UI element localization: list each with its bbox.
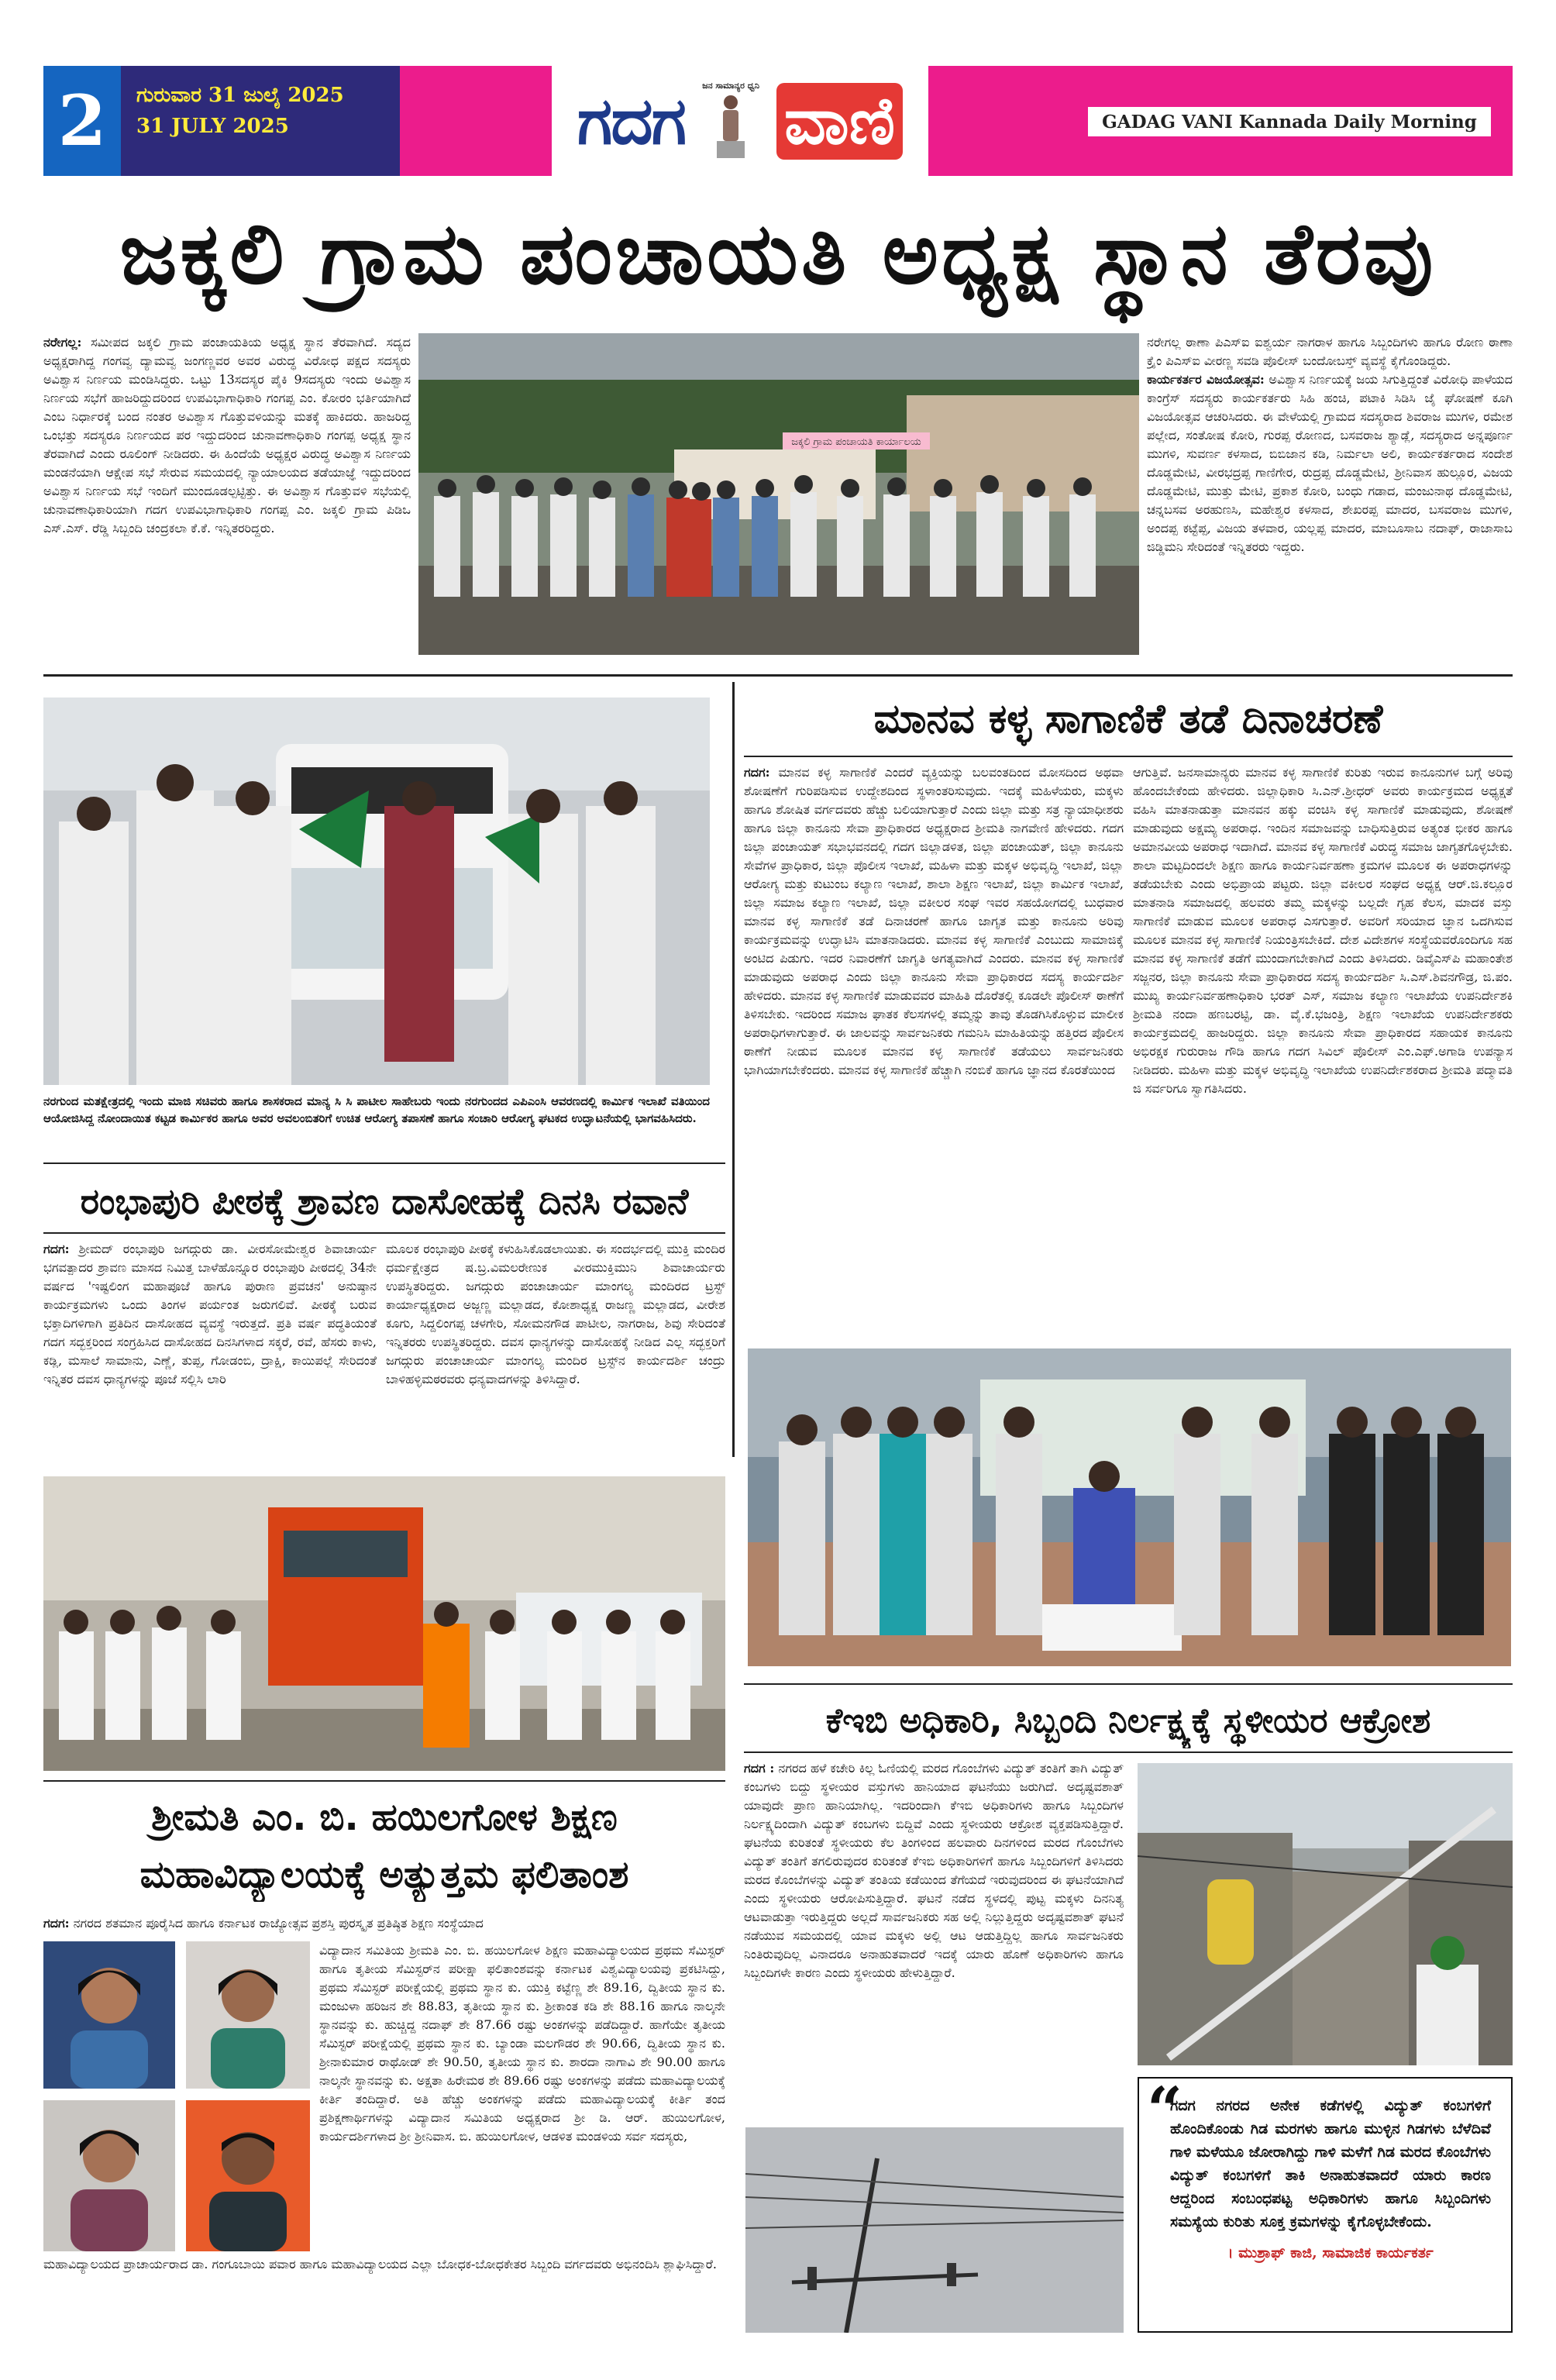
truck-photo-art — [43, 1476, 725, 1771]
paper-name: GADAG VANI Kannada Daily Morning — [1088, 107, 1491, 136]
student-photo-4 — [186, 2100, 310, 2251]
quote-box — [1138, 2073, 1513, 2333]
date-english: 31 JULY 2025 — [136, 115, 289, 138]
logo-tagline: ಜನ ಸಾಮಾನ್ಯರ ಧ್ವನಿ — [702, 81, 759, 91]
divider — [744, 756, 1513, 757]
story1-body-left: ಸಮೀಪದ ಜಕ್ಕಲಿ ಗ್ರಾಮ ಪಂಚಾಯತಿಯ ಅಧ್ಯಕ್ಷ ಸ್ಥಾನ ತೆರವಾಗಿದೆ. ಸದ್ಯದ ಅಧ್ಯಕ್ಷರಾಗಿದ್ದ ಗಂಗವ್ವ ದ್ಯಾಮವ್ವ ಜಂಗಣ್ಣವರ ಅವರ ವಿರುದ್ಧ ವಿರೋಧ ಪಕ್ಷದ ಸದಸ್ಯರು ಅವಿಶ್ವಾಸ ನಿರ್ಣಯ ಮಂಡಿಸಿದ್ದರು. ಒಟ್ಟು 13ಸದಸ್ಯರ ಪೈಕಿ 9ಸದಸ್ಯರು ಇಂದು ಅವಿಶ್ವಾಸ ನಿರ್ಣಯ ಸಭೆಗೆ ಹಾಜರಿದ್ದುದರಿಂದ ಉಪವಿಭಾಗಾಧಿಕಾರಿ ಗಂಗಪ್ಪ ಎಂ. ಕೋರಂ ಭರ್ತಿಯಾಗಿದೆ ಎಂಬ ನಿರ್ಧಾರಕ್ಕೆ ಬಂದ ನಂತರ ಅವಿಶ್ವಾಸ ಗೊತ್ತುವಳಿಯನ್ನು ಮತಕ್ಕೆ ಹಾಕಿದರು. ಹಾಜರಿದ್ದ ಒಂಭತ್ತು ಸದಸ್ಯರೂ ನಿರ್ಣಯದ ಪರ ಇದ್ದುದರಿಂದ ಚುನಾವಣಾಧಿಕಾರಿ ಗಂಗಪ್ಪ ಅಧ್ಯಕ್ಷ ಸ್ಥಾನ ತೆರವಾಗಿದೆ ಎಂದು ರೂಲಿಂಗ್ ನೀಡಿದರು. ಈ ಹಿಂದೆಯೆ ಅಧ್ಯಕ್ಷರ ವಿರುದ್ಧ ಅವಿಶ್ವಾಸ ನಿರ್ಣಯ ಮಂಡನೆಯಾಗಿ ಆಕ್ಷೇಪ ಸಭೆ ಸೇರುವ ಸಮಯದಲ್ಲಿ ನ್ಯಾಯಾಲಯದ ತಡೆಯಾಜ್ಞೆ ಇದ್ದುದರಿಂದ ಅವಿಶ್ವಾಸ ನಿರ್ಣಯ ಸಭೆ ಇಂದಿಗೆ ಮುಂದೂಡಲ್ಪಟ್ಟಿತ್ತು. ಈ ಅವಿಶ್ವಾಸ ಗೊತ್ತುವಳಿ ಸಭೆಯಲ್ಲಿ ಚುನಾವಣಾಧಿಕಾರಿಯಾಗಿ ಗದಗ ಉಪವಿಭಾಗಾಧಿಕಾರಿ ಗಂಗಪ್ಪ ಎಂ. ಜಕ್ಕಲಿ ಗ್ರಾಮ ಪಿಡಿಒ ಎಸ್.ಎಸ್. ರೆಡ್ಡಿ ಸಿಬ್ಬಂದಿ ಚಂದ್ರಕಲಾ ಕೆ.ಕೆ. ಇನ್ನಿತರರಿದ್ದರು. — [43, 335, 411, 536]
panchayat-banner-text: ಜಕ್ಕಲಿ ಗ್ರಾಮ ಪಂಚಾಯತಿ ಕಾರ್ಯಾಲಯ — [791, 436, 921, 448]
page-number: 2 — [43, 66, 121, 176]
divider — [744, 1683, 1513, 1685]
event-dais-photo — [748, 1348, 1511, 1666]
divider — [43, 674, 1513, 677]
photo2-caption: ನರಗುಂದ ಮತಕ್ಷೇತ್ರದಲ್ಲಿ ಇಂದು ಮಾಜಿ ಸಚಿವರು ಹಾಗೂ ಶಾಸಕರಾದ ಮಾನ್ಯ ಸಿ ಸಿ ಪಾಟೀಲ ಸಾಹೇಬರು ಇಂದು ನರಗುಂದದ ಎಪಿಎಂಸಿ ಆವರಣದಲ್ಲಿ ಕಾರ್ಮಿಕ ಇಲಾಖೆ ವತಿಯಿಂದ ಆಯೋಜಿಸಿದ್ದ ನೋಂದಾಯಿತ ಕಟ್ಟಡ ಕಾರ್ಮಿಕರ ಹಾಗೂ ಅವರ ಅವಲಂಬಿತರಿಗೆ ಉಚಿತ ಆರೋಗ್ಯ ತಪಾಸಣೆ ಹಾಗೂ ಸಂಚಾರಿ ಆರೋಗ್ಯ ಘಟಕದ ಉದ್ಘಾಟನೆಯಲ್ಲಿ ಭಾಗವಹಿಸಿದರು. — [43, 1093, 710, 1155]
panchayat-group-photo — [418, 333, 1139, 655]
divider — [43, 1232, 725, 1234]
student-photo-1 — [43, 1941, 175, 2089]
logo-emblem — [696, 81, 766, 161]
story4-headline-line2: ಮಹಾವಿದ್ಯಾಲಯಕ್ಕೆ ಅತ್ಯುತ್ತಮ ಫಲಿತಾಂಶ — [139, 1853, 629, 1896]
statue-icon — [707, 91, 754, 161]
power-line-photo — [745, 2127, 1124, 2333]
main-headline: ಜಕ್ಕಲಿ ಗ್ರಾಮ ಪಂಚಾಯತಿ ಅಧ್ಯಕ್ಷ ಸ್ಥಾನ ತೆರವು — [119, 204, 1437, 303]
story3-body-1: ಶ್ರೀಮದ್ ರಂಭಾಪುರಿ ಜಗದ್ಗುರು ಡಾ. ವೀರಸೋಮೇಶ್ವರ ಶಿವಾಚಾರ್ಯ ಭಗವತ್ಪಾದರ ಶ್ರಾವಣ ಮಾಸದ ನಿಮಿತ್ತ ಬಾಳೆಹೊನ್ನೂರ ರಂಭಾಪುರಿ ಪೀಠದಲ್ಲಿ 34ನೇ ವರ್ಷದ 'ಇಷ್ಟಲಿಂಗ ಮಹಾಪೂಜೆ ಹಾಗೂ ಪುರಾಣ ಪ್ರವಚನ' ಅನುಷ್ಠಾನ ಕಾರ್ಯಕ್ರಮಗಳು ಒಂದು ತಿಂಗಳ ಪರ್ಯಂತ ಜರುಗಲಿವೆ. ಪೀಠಕ್ಕೆ ಬರುವ ಭಕ್ತಾದಿಗಳಿಗಾಗಿ ಪ್ರತಿದಿನ ದಾಸೋಹದ ವ್ಯವಸ್ಥೆ ಇರುತ್ತದೆ. ಪ್ರತಿ ವರ್ಷ ಪದ್ಧತಿಯಂತೆ ಗದಗ ಸದ್ಭಕ್ತರಿಂದ ಸಂಗ್ರಹಿಸಿದ ದಾಸೋಹದ ದಿನಸಿಗಳಾದ ಸಕ್ಕರೆ, ರವೆ, ಹೆಸರು ಕಾಳು, ಕಡ್ಲಿ, ಮಸಾಲೆ ಸಾಮಾನು, ಎಣ್ಣೆ, ತುಪ್ಪ, ಗೋಡಂಬಿ, ದ್ರಾಕ್ಷಿ, ಕಾಯಿಪಲ್ಲೆ ಸೇರಿದಂತೆ ಇನ್ನಿತರ ದವಸ ಧಾನ್ಯಗಳನ್ನು ಪೂಜೆ ಸಲ್ಲಿಸಿ ಲಾರಿ — [43, 1242, 377, 1386]
story5-headline: ಕೆಇಬಿ ಅಧಿಕಾರಿ, ಸಿಬ್ಬಂದಿ ನಿರ್ಲಕ್ಷ್ಯಕ್ಕೆ ಸ್ಥಳೀಯರ ಆಕ್ರೋಶ — [825, 1701, 1431, 1741]
story1-dateline: ನರೇಗಲ್ಲ: — [43, 335, 82, 350]
story3-col2: ಮೂಲಕ ರಂಭಾಪುರಿ ಪೀಠಕ್ಕೆ ಕಳುಹಿಸಿಕೊಡಲಾಯಿತು. ಈ ಸಂದರ್ಭದಲ್ಲಿ ಮುಕ್ತಿ ಮಂದಿರ ಧರ್ಮಕ್ಷೇತ್ರದ ಷ.ಬ್ರ.ವಿಮಲರೇಣುಕ ವೀರಮುಕ್ತಿಮುನಿ ಶಿವಾಚಾರ್ಯರು ಉಪಸ್ಥಿತರಿದ್ದರು. ಜಗದ್ಗುರು ಪಂಚಾಚಾರ್ಯ ಮಾಂಗಲ್ಯ ಮಂದಿರದ ಟ್ರಸ್ಟ್ ಕಾರ್ಯಾಧ್ಯಕ್ಷರಾದ ಅಜ್ಜಣ್ಣ ಮಲ್ಲಾಡದ, ಕೋಶಾಧ್ಯಕ್ಷ ರಾಜಣ್ಣ ಮಲ್ಲಾಡದ, ವೀರೇಶ ಕೂಗು, ಸಿದ್ದಲಿಂಗಪ್ಪ ಚಳಗೇರಿ, ಸೋಮನಗೌಡ ಪಾಟೀಲ, ನಾಗರಾಜ, ಶಿವು ಸೇರಿದಂತೆ ಇನ್ನಿತರರು ಉಪಸ್ಥಿತರಿದ್ದರು. ದವಸ ಧಾನ್ಯಗಳನ್ನು ದಾಸೋಹಕ್ಕೆ ನೀಡಿದ ಎಲ್ಲ ಸದ್ಭಕ್ತರಿಗೆ ಜಗದ್ಗುರು ಪಂಚಾಚಾರ್ಯ ಮಾಂಗಲ್ಯ ಮಂದಿರ ಟ್ರಸ್ಟ್‌ನ ಕಾರ್ಯದರ್ಶಿ ಚಂದ್ರು ಬಾಳಿಹಳ್ಳಿಮಠರವರು ಧನ್ಯವಾದಗಳನ್ನು ತಿಳಿಸಿದ್ದಾರೆ. — [386, 1242, 725, 1386]
divider — [43, 1162, 725, 1164]
truck-photo — [43, 1476, 725, 1771]
story4-body-top: ನಗರದ ಶತಮಾನ ಪೂರೈಸಿದ ಹಾಗೂ ಕರ್ನಾಟಕ ರಾಜ್ಯೋತ್ಸವ ಪ್ರಶಸ್ತಿ ಪುರಸ್ಕೃತ ಪ್ರತಿಷ್ಠಿತ ಶಿಕ್ಷಣ ಸಂಸ್ಥೆಯಾದ — [73, 1916, 484, 1931]
student-photo-2 — [186, 1941, 310, 2089]
story5-dateline: ಗದಗ : — [744, 1761, 775, 1776]
newspaper-logo — [552, 66, 928, 176]
quote-text: ಗದಗ ನಗರದ ಅನೇಕ ಕಡೆಗಳಲ್ಲಿ ವಿದ್ಯುತ್ ಕಂಬಗಳಿಗೆ ಹೊಂದಿಕೊಂಡು ಗಿಡ ಮರಗಳು ಹಾಗೂ ಮುಳ್ಳಿನ ಗಿಡಗಳು ಬೆಳೆದಿವೆ ಗಾಳಿ ಮಳೆಯೂ ಜೋರಾಗಿದ್ದು ಗಾಳಿ ಮಳೆಗೆ ಗಿಡ ಮರದ ಕೊಂಬೆಗಳು ವಿದ್ಯುತ್ ಕಂಬಗಳಿಗೆ ತಾಕಿ ಅನಾಹುತವಾದರೆ ಯಾರು ಕಾರಣ ಆದ್ದರಿಂದ ಸಂಬಂಧಪಟ್ಟ ಅಧಿಕಾರಿಗಳು ಹಾಗೂ ಸಿಬ್ಬಂದಿಗಳು ಸಮಸ್ಯೆಯ ಕುರಿತು ಸೂಕ್ತ ಕ್ರಮಗಳನ್ನು ಕೈಗೊಳ್ಳಬೇಕೆಂದು. — [1170, 2097, 1491, 2230]
story2-dateline: ಗದಗ: — [744, 765, 770, 780]
story1-left-text — [43, 333, 411, 660]
story2-col2: ಆಗುತ್ತಿವೆ. ಜನಸಾಮಾನ್ಯರು ಮಾನವ ಕಳ್ಳ ಸಾಗಾಣಿಕೆ ಕುರಿತು ಇರುವ ಕಾನೂನುಗಳ ಬಗ್ಗೆ ಅರಿವು ಹೊಂದಬೇಕೆಂದು ಹೇಳಿದರು. ಜಿಲ್ಲಾಧಿಕಾರಿ ಸಿ.ಎನ್.ಶ್ರೀಧರ್ ಅವರು ಕಾರ್ಯಕ್ರಮದ ಅಧ್ಯಕ್ಷತೆ ವಹಿಸಿ ಮಾತನಾಡುತ್ತಾ ಮಾನವನ ಹಕ್ಕು ವಂಚಿಸಿ ಕಳ್ಳ ಸಾಗಾಣಿಕೆ ಮಾಡುವುದು, ಶೋಷಣೆ ಮಾಡುವುದು ಅಕ್ಷಮ್ಯ ಅಪರಾಧ. ಇಂದಿನ ಸಮಾಜವನ್ನು ಬಾಧಿಸುತ್ತಿರುವ ಅತ್ಯಂತ ಭೀಕರ ಹಾಗೂ ಅಮಾನವೀಯ ಅಪರಾಧ ಇದಾಗಿದೆ. ಮಾನವ ಕಳ್ಳ ಸಾಗಾಣಿಕೆ ವಿರುದ್ಧ ಸಮಾಜ ಜಾಗೃತಗೊಳ್ಳಬೇಕು. ಶಾಲಾ ಮಟ್ಟದಿಂದಲೇ ಶಿಕ್ಷಣ ಹಾಗೂ ಕಾರ್ಯನಿರ್ವಹಣಾ ಕ್ರಮಗಳ ಮೂಲಕ ಈ ಅಪರಾಧಗಳನ್ನು ತಡೆಯಬೇಕು ಎಂದು ಅಭಿಪ್ರಾಯ ಪಟ್ಟರು. ಜಿಲ್ಲಾ ವಕೀಲರ ಸಂಘದ ಅಧ್ಯಕ್ಷ ಆರ್.ಜಿ.ಕಲ್ಲೂರ ಮಾತನಾಡಿ ಸಮಾಜದಲ್ಲಿ ಹಲವರು ತಮ್ಮ ಮಕ್ಕಳನ್ನು ಬಲ್ಲದೇ ಗೃಹ ಕೆಲಸ, ಮಾದಕ ವಸ್ತು ಸಾಗಾಣಿಕೆ ಮಾಡುವ ಮೂಲಕ ಅಪರಾಧ ಎಸಗುತ್ತಾರೆ. ಅವರಿಗೆ ಸರಿಯಾದ ಜ್ಞಾನ ಒದಗಿಸುವ ಮೂಲಕ ಮಾನವ ಕಳ್ಳ ಸಾಗಾಣಿಕೆ ನಿಯಂತ್ರಿಸಬೇಕಿದೆ. ದೇಶ ವಿದೇಶಗಳ ಸಂಸ್ಥೆಯವರೊಂದಿಗೂ ಸಹ ಮಾನವ ಕಳ್ಳ ಸಾಗಾಣಿಕೆ ತಡೆಗೆ ಮುಂದಾಗಬೇಕಾಗಿದೆ ಎಂದು ತಿಳಿಸಿದರು. ಡಿವೈಎಸ್‌ಪಿ ಮಹಾಂತೇಶ ಸಜ್ಜನರ, ಜಿಲ್ಲಾ ಕಾನೂನು ಸೇವಾ ಪ್ರಾಧಿಕಾರದ ಸದಸ್ಯ ಕಾರ್ಯದರ್ಶಿ ಸಿ.ಎಸ್.ಶಿವನಗೌಡ್ರ, ಜಿ.ಪಂ. ಮುಖ್ಯ ಕಾರ್ಯನಿರ್ವಹಣಾಧಿಕಾರಿ ಭರತ್ ಎಸ್, ಸಮಾಜ ಕಲ್ಯಾಣ ಇಲಾಖೆಯ ಉಪನಿರ್ದೇಶಕಿ ಶ್ರೀಮತಿ ನಂದಾ ಹಣಬರಟ್ಟಿ, ಡಾ. ವೈ.ಕೆ.ಭಜಂತ್ರಿ, ಶಿಕ್ಷಣ ಇಲಾಖೆಯ ಉಪನಿರ್ದೇಶಕರು ಕಾರ್ಯಕ್ರಮದಲ್ಲಿ ಹಾಜರಿದ್ದರು. ಜಿಲ್ಲಾ ಕಾನೂನು ಸೇವಾ ಪ್ರಾಧಿಕಾರದ ಸಹಾಯಕ ಕಾನೂನು ಅಭಿರಕ್ಷಕ ಗುರುರಾಜ ಗೌಡಿ ಹಾಗೂ ಗದಗ ಸಿವಿಲ್ ಪೊಲೀಸ್ ಎಂ.ಎಫ್.ಅಗಾಡಿ ಉಪನ್ಯಾಸ ನೀಡಿದರು. ಮಹಿಳಾ ಮತ್ತು ಮಕ್ಕಳ ಅಭಿವೃದ್ಧಿ ಇಲಾಖೆಯ ಉಪನಿರ್ದೇಶಕರಾದ ಶ್ರೀಮತಿ ಪದ್ಮಾವತಿ ಜಿ ಸರ್ವರಿಗೂ ಸ್ವಾಗತಿಸಿದರು. — [1133, 765, 1513, 1096]
student-photo-3 — [43, 2100, 175, 2251]
story2-body-1: ಮಾನವ ಕಳ್ಳ ಸಾಗಾಣಿಕೆ ಎಂದರೆ ವ್ಯಕ್ತಿಯನ್ನು ಬಲವಂತದಿಂದ ಮೋಸದಿಂದ ಅಥವಾ ಶೋಷಣೆಗೆ ಗುರಿಪಡಿಸುವ ಉದ್ದೇಶದಿಂದ ಸ್ಥಳಾಂತರಿಸುವುದು. ಇದಕ್ಕೆ ಮಹಿಳೆಯರು, ಮಕ್ಕಳು ಹಾಗೂ ಶೋಷಿತ ವರ್ಗದವರು ಹೆಚ್ಚು ಬಲಿಯಾಗುತ್ತಾರೆ ಎಂದು ಜಿಲ್ಲಾ ಮತ್ತು ಸತ್ರ ನ್ಯಾಯಾಧೀಶರು ಹಾಗೂ ಜಿಲ್ಲಾ ಕಾನೂನು ಸೇವಾ ಪ್ರಾಧಿಕಾರದ ಅಧ್ಯಕ್ಷರಾದ ಶ್ರೀಮತಿ ನಾಗವೇಣಿ ಹೇಳಿದರು. ಗದಗ ಜಿಲ್ಲಾ ಪಂಚಾಯತ್ ಸಭಾಭವನದಲ್ಲಿ ಗದಗ ಜಿಲ್ಲಾಡಳಿತ, ಜಿಲ್ಲಾ ಪಂಚಾಯತ್, ಜಿಲ್ಲಾ ಕಾನೂನು ಸೇವೆಗಳ ಪ್ರಾಧಿಕಾರ, ಜಿಲ್ಲಾ ಪೊಲೀಸ ಇಲಾಖೆ, ಮಹಿಳಾ ಮತ್ತು ಮಕ್ಕಳ ಅಭಿವೃದ್ಧಿ ಇಲಾಖೆ, ಜಿಲ್ಲಾ ಆರೋಗ್ಯ ಮತ್ತು ಕುಟುಂಬ ಕಲ್ಯಾಣ ಇಲಾಖೆ, ಶಾಲಾ ಶಿಕ್ಷಣ ಇಲಾಖೆ, ಜಿಲ್ಲಾ ಕಾರ್ಮಿಕ ಇಲಾಖೆ, ಜಿಲ್ಲಾ ಸಮಾಜ ಕಲ್ಯಾಣ ಇಲಾಖೆ, ಜಿಲ್ಲಾ ವಕೀಲರ ಸಂಘ ಇವರ ಸಹಯೋಗದಲ್ಲಿ ಬುಧವಾರ ಮಾನವ ಕಳ್ಳ ಸಾಗಾಣಿಕೆ ತಡೆ ದಿನಾಚರಣೆ ಹಾಗೂ ಜಾಗೃತ ಮತ್ತು ಕಾನೂನು ಅರಿವು ಕಾರ್ಯಕ್ರಮವನ್ನು ಉದ್ಘಾಟಿಸಿ ಮಾತನಾಡಿದರು. ಮಾನವ ಕಳ್ಳ ಸಾಗಾಣಿಕೆ ಎಂಬುದು ಸಾಮಾಜಿಕ್ಕೆ ಅಂಟಿದ ಪಿಡುಗು. ಇದರ ನಿವಾರಣೆಗೆ ಜಾಗೃತಿ ಅಗತ್ಯವಾಗಿದೆ ಎಂದರು. ಮಾನವ ಕಳ್ಳ ಸಾಗಾಣಿಕೆ ಮಾಡುವುದು ಅಪರಾಧ ಎಂದು ಜಿಲ್ಲಾ ಕಾನೂನು ಸೇವಾ ಪ್ರಾಧಿಕಾರದ ಸದಸ್ಯ ಕಾರ್ಯದರ್ಶಿ ಹೇಳಿದರು. ಮಾನವ ಕಳ್ಳ ಸಾಗಾಣಿಕೆ ಮಾಡುವವರ ಮಾಹಿತಿ ದೊರೆತಲ್ಲಿ ಕೂಡಲೇ ಪೊಲೀಸ್ ಠಾಣೆಗೆ ತಿಳಿಸಬೇಕು. ಇದರಿಂದ ಸಮಾಜ ಘಾತಕ ಕೆಲಸಗಳಲ್ಲಿ ತಮ್ಮನ್ನು ತಾವು ತೊಡಗಿಸಿಕೊಳ್ಳುವ ಮಾಲೀಕ ಅಪರಾಧಿಗಳಾಗುತ್ತಾರೆ. ಈ ಜಾಲವನ್ನು ಸಾರ್ವಜನಿಕರು ಗಮನಿಸಿ ಮಾಹಿತಿಯನ್ನು ಹತ್ತಿರದ ಪೊಲೀಸ ಠಾಣೆಗೆ ನೀಡುವ ಮೂಲಕ ಮಾನವ ಕಳ್ಳ ಸಾಗಾಣಿಕೆ ತಡೆಯಲು ಸಾರ್ವಜನಿಕರು ಭಾಗಿಯಾಗಬೇಕೆಂದರು. ಮಾನವ ಕಳ್ಳ ಸಾಗಾಣಿಕೆ ಹೆಚ್ಚಾಗಿ ನಂಬಿಕೆ ಹಾಗೂ ಜ್ಞಾನದ ಕೊರತೆಯಿಂದ — [744, 765, 1124, 1077]
story2-headline: ಮಾನವ ಕಳ್ಳ ಸಾಗಾಣಿಕೆ ತಡೆ ದಿನಾಚರಣೆ — [873, 696, 1383, 742]
fallen-pole-art — [1138, 1763, 1513, 2065]
story4-headline-line1: ಶ್ರೀಮತಿ ಎಂ. ಬಿ. ಹಯಿಲಗೋಳ ಶಿಕ್ಷಣ — [151, 1796, 618, 1839]
story5-text: ನಗರದ ಹಳೆ ಕಚೇರಿ ಕಿಲ್ಲ ಓಣಿಯಲ್ಲಿ ಮರದ ಗೊಂಬೆಗಳು ವಿದ್ಯುತ್ ತಂತಿಗೆ ತಾಗಿ ವಿದ್ಯುತ್ ಕಂಬಗಳು ಬಿದ್ದು ಸ್ಥಳೀಯರ ವಸ್ತುಗಳು ಹಾನಿಯಾದ ಘಟನೆಯು ಜರುಗಿದೆ. ಅದೃಷ್ಟವಶಾತ್ ಯಾವುದೇ ಪ್ರಾಣ ಹಾನಿಯಾಗಿಲ್ಲ. ಇದರಿಂದಾಗಿ ಕೆಇಬಿ ಅಧಿಕಾರಿಗಳು ಹಾಗೂ ಸಿಬ್ಬಂದಿಗಳ ನಿರ್ಲಕ್ಷ್ಯದಿಂದಾಗಿ ವಿದ್ಯುತ್ ಕಂಬಗಳು ಬಿದ್ದಿವೆ ಎಂದು ಸ್ಥಳೀಯರು ಆಕ್ರೋಶ ವ್ಯಕ್ತಪಡಿಸುತ್ತಿದ್ದಾರೆ. ಘಟನೆಯ ಕುರಿತಂತೆ ಸ್ಥಳೀಯರು ಕೆಲ ತಿಂಗಳಿಂದ ಹಲವಾರು ದಿನಗಳಿಂದ ಮರದ ಗೊಂಬೆಗಳು ವಿದ್ಯುತ್ ತಂತಿಗೆ ತಗಲಿರುವುದರ ಕುರಿತಂತೆ ಕೆಇಬಿ ಅಧಿಕಾರಿಗಳಿಗೆ ಹಾಗೂ ಸಿಬ್ಬಂದಿಗಳಿಗೆ ತಿಳಿಸಿದರು ಮರದ ಕೊಂಬೆಗಳನ್ನು ವಿದ್ಯುತ್ ತಂತಿಯ ಕಡೆಯಿಂದ ತೆಗೆಯದೆ ಇರುವುದರಿಂದ ಈ ಘಟನೆಯಾಗಿದೆ ಎಂದು ಸ್ಥಳೀಯರು ಆರೋಪಿಸುತ್ತಿದ್ದಾರೆ. ಘಟನೆ ನಡೆದ ಸ್ಥಳದಲ್ಲಿ ಪುಟ್ಟ ಮಕ್ಕಳು ದಿನನಿತ್ಯ ಆಟವಾಡುತ್ತಾ ಇರುತ್ತಿದ್ದರು ಅಲ್ಲದೆ ಸಾರ್ವಜನಿಕರು ಸಹ ಅಲ್ಲಿ ನಿಲ್ಲುತ್ತಿದ್ದರು ಅದೃಷ್ಟವಶಾತ್ ಘಟನೆ ನಡೆಯುವ ಸಮಯದಲ್ಲಿ ಯಾವ ಮಕ್ಕಳು ಅಲ್ಲಿ ಆಟ ಆಡುತ್ತಿದ್ದಿಲ್ಲ ಹಾಗೂ ಸಾರ್ವಜನಿಕರು ನಿಂತಿರುವುದಿಲ್ಲ ವಿನಾದರೂ ಅನಾಹುತವಾದರೆ ಇದಕ್ಕೆ ಯಾರು ಹೊಣೆ ಅಧಿಕಾರಿಗಳು ಹಾಗೂ ಸಿಬ್ಬಂದಿಗಳೇ ಕಾರಣ ಎಂದು ಸ್ಥಳೀಯರು ಹೇಳುತ್ತಿದ್ದಾರೆ. — [744, 1761, 1124, 1980]
story3-dateline: ಗದಗ: — [43, 1242, 70, 1256]
date-kannada: ಗುರುವಾರ 31 ಜುಲೈ 2025 — [136, 84, 344, 107]
story4-body-bottom: ಮಹಾವಿದ್ಯಾಲಯದ ಪ್ರಾಚಾರ್ಯರಾದ ಡಾ. ಗಂಗೂಬಾಯಿ ಪವಾರ ಹಾಗೂ ಮಹಾವಿದ್ಯಾಲಯದ ಎಲ್ಲಾ ಬೋಧಕ-ಬೋಧಕೇತರ ಸಿಬ್ಬಂದಿ ವರ್ಗದವರು ಅಭಿನಂದಿಸಿ ಶ್ಲಾಘಿಸಿದ್ದಾರೆ. — [43, 2257, 717, 2272]
fallen-pole-photo — [1138, 1763, 1513, 2065]
story4-body-main: ವಿದ್ಯಾದಾನ ಸಮಿತಿಯ ಶ್ರೀಮತಿ ಎಂ. ಬಿ. ಹಯಿಲಗೋಳ ಶಿಕ್ಷಣ ಮಹಾವಿದ್ಯಾಲಯದ ಪ್ರಥಮ ಸೆಮಿಸ್ಟರ್ ಹಾಗೂ ತೃತೀಯ ಸೆಮಿಸ್ಟರ್‌ನ ಪರೀಕ್ಷಾ ಫಲಿತಾಂಶವನ್ನು ಕರ್ನಾಟಕ ವಿಶ್ವವಿದ್ಯಾಲಯವು ಪ್ರಕಟಿಸಿದ್ದು, ಪ್ರಥಮ ಸೆಮಿಸ್ಟರ್ ಪರೀಕ್ಷೆಯಲ್ಲಿ ಪ್ರಥಮ ಸ್ಥಾನ ಕು. ಯುಕ್ತಿ ಕಟ್ಟೆಣ್ಣ ಶೇ 89.16, ದ್ವಿತೀಯ ಸ್ಥಾನ ಕು. ಮಂಜುಳಾ ಹರಿಜನ ಶೇ 88.83, ತೃತೀಯ ಸ್ಥಾನ ಕು. ಶ್ರೀಕಾಂತ ಕಡಿ ಶೇ 88.16 ಹಾಗೂ ನಾಲ್ಕನೇ ಸ್ಥಾನವನ್ನು ಕು. ಹುಚ್ಚಿದ್ದ ನದಾಫ್ ಶೇ 87.66 ರಷ್ಟು ಅಂಕಗಳನ್ನು ಪಡೆದಿದ್ದಾರೆ. ಹಾಗೆಯೇ ತೃತೀಯ ಸೆಮಿಸ್ಟರ್ ಪರೀಕ್ಷೆಯಲ್ಲಿ ಪ್ರಥಮ ಸ್ಥಾನ ಕು. ಬ್ಯಾಂಡಾ ಮಲಗೌಡರ ಶೇ 90.66, ದ್ವಿತೀಯ ಸ್ಥಾನ ಕು. ಶ್ರೀನಾಕುಮಾರ ರಾಥೋಡ್ ಶೇ 90.50, ತೃತೀಯ ಸ್ಥಾನ ಕು. ಶಾರದಾ ನಾಗಾವಿ ಶೇ 90.00 ಹಾಗೂ ನಾಲ್ಕನೇ ಸ್ಥಾನವನ್ನು ಕು. ಅಕ್ಷತಾ ಹಿರೇಮಠ ಶೇ 89.66 ರಷ್ಟು ಅಂಕಗಳನ್ನು ಪಡೆದು ಮಹಾವಿದ್ಯಾಲಯಕ್ಕೆ ಕೀರ್ತಿ ತಂದಿದ್ದಾರೆ. ಅತಿ ಹೆಚ್ಚು ಅಂಕಗಳನ್ನು ಪಡೆದು ಮಹಾವಿದ್ಯಾಲಯಕ್ಕೆ ಕೀರ್ತಿ ತಂದ ಪ್ರಶಿಕ್ಷಣಾರ್ಥಿಗಳನ್ನು ವಿದ್ಯಾದಾನ ಸಮಿತಿಯ ಅಧ್ಯಕ್ಷರಾದ ಶ್ರೀ ಡಿ. ಆರ್. ಹುಯಿಲಗೋಳ, ಕಾರ್ಯದರ್ಶಿಗಳಾದ ಶ್ರೀ ಶ್ರೀನಿವಾಸ. ಬಿ. ಹುಯಿಲಗೋಳ, ಆಡಳಿತ ಮಂಡಳಿಯ ಸರ್ವ ಸದಸ್ಯರು, — [319, 1943, 725, 2144]
story2-col1 — [744, 763, 1124, 1345]
story3-headline: ರಂಭಾಪುರಿ ಪೀಠಕ್ಕೆ ಶ್ರಾವಣ ದಾಸೋಹಕ್ಕೆ ದಿನಸಿ ರವಾನೆ — [80, 1180, 689, 1222]
quote-byline: । ಮುಶ್ರಾಫ್ ಕಾಜಿ, ಸಾಮಾಜಿಕ ಕಾರ್ಯಕರ್ತ — [1227, 2244, 1434, 2261]
story3-col1 — [43, 1240, 377, 1472]
story4-dateline: ಗದಗ: — [43, 1916, 70, 1931]
story5-body — [744, 1759, 1124, 2116]
story1-right-dateline: ಕಾರ್ಯಕರ್ತರ ವಿಜಯೋತ್ಸವ: — [1147, 372, 1265, 387]
story1-right-text — [1147, 333, 1513, 660]
story1-body-right-2: ಅವಿಶ್ವಾಸ ನಿರ್ಣಯಕ್ಕೆ ಜಯ ಸಿಗುತ್ತಿದ್ದಂತೆ ವಿರೋಧಿ ಪಾಳೆಯದ ಕಾಂಗ್ರೆಸ್ ಸದಸ್ಯರು ಕಾರ್ಯಕರ್ತರು ಸಿಹಿ ಹಂಚಿ, ಪಟಾಕಿ ಸಿಡಿಸಿ ಜೈ ಘೋಷಣೆ ಕೂಗಿ ವಿಜಯೋತ್ಸವ ಆಚರಿಸಿದರು. ಈ ವೇಳೆಯಲ್ಲಿ ಗ್ರಾಮದ ಸದಸ್ಯರಾದ ಶಿವರಾಜ ಮುಗಳಿ, ರಮೇಶ ಪಲ್ಲೇದ, ಸಂತೋಷ ಕೋರಿ, ಗುರಪ್ಪ ರೋಣದ, ಬಸವರಾಜ ಶ್ಯಾಡ್ಲೆ, ಸದಸ್ಯರಾದ ಅನ್ನಪೂರ್ಣ ಮುಗಳಿ, ಸುವರ್ಣ ಕಳಸಾದ, ಬಿಬಿಜಾನ ಕಡಿ, ನಿರ್ಮಲಾ ಅಲಿ, ಕಾರ್ಯಕರ್ತರಾದ ಸಂದೇಶ ದೊಡ್ಡಮೇಟಿ, ವೀರಭದ್ರಪ್ಪ ಗಾಣಿಗೇರ, ರುದ್ರಪ್ಪ ದೊಡ್ಡಮೇಟಿ, ಶ್ರೀನಿವಾಸ ಹುಲ್ಲೂರ, ವಿಜಯ ದೊಡ್ಡಮೇಟಿ, ಮುತ್ತು ಮೇಟಿ, ಪ್ರಕಾಶ ಕೋರಿ, ಬಂಧು ಗಡಾದ, ಮಂಜುನಾಥ ದೊಡ್ಡಮೇಟಿ, ಚನ್ನಬಸವ ಅರಹುಣಸಿ, ಮಹೇಶ್ವರ ಕಳಸಾದ, ಶೇಖರಪ್ಪ ಮಾದರ, ಬಸವರಾಜ ಮುಗಳಿ, ಅಂದಪ್ಪ ಕಟ್ಟೆಪ್ಪ, ವಿಜಯ ತಳವಾರ, ಯಲ್ಲಪ್ಪ ಮಾದರ, ಮಾಬೂಸಾಬ ನದಾಫ್, ರಾಜಾಸಾಬ ಜಿಡ್ಡಿಮನಿ ಸೇರಿದಂತೆ ಇನ್ನಿತರರು ಇದ್ದರು. — [1147, 372, 1513, 554]
power-line-art — [745, 2127, 1124, 2333]
health-unit-photo — [43, 697, 710, 1085]
divider — [43, 1780, 725, 1782]
column-divider — [732, 682, 735, 1457]
logo-gadaga: ಗದಗ — [577, 82, 686, 159]
divider — [744, 1751, 1513, 1753]
story1-body-right-1: ನರೇಗಲ್ಲ ಠಾಣಾ ಪಿಎಸ್‌ಐ ಐಶ್ವರ್ಯ ನಾಗರಾಳ ಹಾಗೂ ಸಿಬ್ಬಂದಿಗಳು ಹಾಗೂ ರೋಣ ಠಾಣಾ ಕ್ರೈಂ ಪಿಎಸ್‌ಐ ವೀರಣ್ಣ ಸವಡಿ ಪೊಲೀಸ್ ಬಂದೋಬಸ್ತ್ ವ್ಯವಸ್ಥೆ ಕೈಗೊಂಡಿದ್ದರು. — [1147, 335, 1513, 368]
masthead-date — [121, 66, 400, 176]
logo-vani: ವಾಣಿ — [776, 83, 903, 160]
health-unit-photo-art — [43, 697, 710, 1085]
dais-photo-art — [748, 1348, 1511, 1666]
quote-mark-icon: “ — [1147, 2073, 1183, 2146]
story1-photo — [418, 333, 1139, 655]
story4-intro — [43, 1914, 725, 1936]
